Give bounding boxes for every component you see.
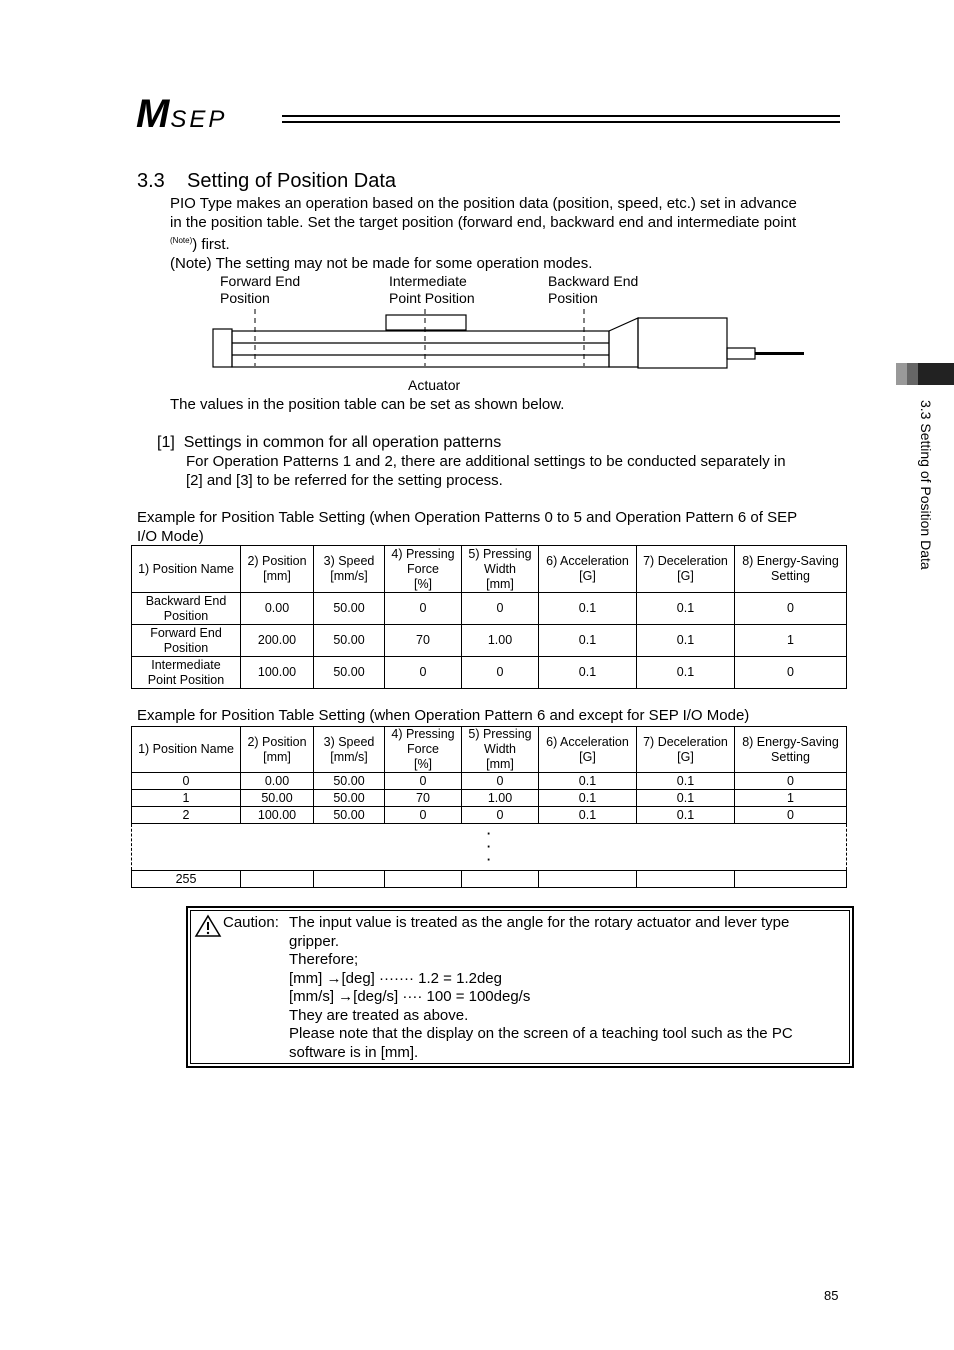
header-cell [735, 546, 847, 593]
table-cell: 1.00 [462, 790, 539, 807]
header-cell [132, 727, 241, 773]
header-cell-line: 7) Deceleration [643, 734, 728, 749]
header-cell-line: [mm] [486, 757, 514, 771]
header-cell [637, 546, 735, 593]
table-cell: 0 [385, 807, 462, 824]
actuator-end-cap [213, 329, 232, 367]
table-cell: 70 [385, 625, 462, 657]
table-cell: 50.00 [314, 790, 385, 807]
table-cell: 0.1 [637, 790, 735, 807]
header-cell-line: 3) Speed [323, 734, 375, 749]
table-cell: 1 [735, 625, 847, 657]
table-cell: 0.1 [637, 657, 735, 689]
table-cell: 200.00 [241, 625, 314, 657]
header-cell-line: [%] [413, 757, 433, 771]
table-cell: 1 [735, 790, 847, 807]
table-cell [462, 871, 539, 888]
table1-caption-line2: I/O Mode) [137, 527, 204, 545]
label-forward-end-line2: Position [220, 290, 270, 306]
warning-icon [194, 914, 222, 938]
table1-caption-line1: Example for Position Table Setting (when Operation Patterns 0 to 5 and Operation Pattern 6 of SEP [137, 509, 798, 526]
table-cell-line: Position [163, 640, 209, 655]
caution-text [289, 914, 849, 1062]
table-row [132, 593, 847, 625]
table-cell: 0 [132, 773, 241, 790]
header-cell [735, 727, 847, 773]
header-cell-line: [G] [677, 749, 694, 764]
note-superscript: (Note) [170, 236, 193, 245]
table-cell [132, 657, 241, 689]
label-forward-end-line1: Forward End [220, 273, 301, 289]
table-cell: 0 [385, 657, 462, 689]
header-cell [539, 546, 637, 593]
table-cell [735, 871, 847, 888]
actuator-diagram [0, 0, 954, 400]
header-cell-line: 5) Pressing [468, 546, 532, 561]
table-cell [132, 625, 241, 657]
position-table-2 [131, 726, 847, 888]
actuator-slider [386, 315, 466, 330]
header-cell [539, 727, 637, 773]
table-cell: 0.1 [539, 593, 637, 625]
position-table-1 [131, 545, 847, 689]
header-cell-line: Setting [771, 569, 810, 583]
header-cell-line: [mm] [486, 576, 514, 591]
table-cell: 50.00 [314, 807, 385, 824]
header-cell-line: Setting [771, 749, 810, 764]
header-cell-line: [mm] [263, 749, 291, 764]
intro-line-2: in the position table. Set the target position (forward end, backward end and intermediate point [170, 213, 797, 231]
header-cell-line: Force [407, 561, 439, 576]
table-cell: 0 [462, 807, 539, 824]
table-cell: 50.00 [314, 625, 385, 657]
table-cell-line: Position [163, 608, 209, 623]
header-cell [241, 727, 314, 773]
intro-line-3-text: ) first. [192, 236, 230, 253]
header-cell-line: 8) Energy-Saving [742, 734, 839, 749]
caution-line-6: They are treated as above. [289, 1006, 469, 1024]
header-cell-line: 6) Acceleration [546, 554, 629, 568]
table-cell: 0 [462, 657, 539, 689]
logo-m: M [136, 92, 171, 136]
logo-sep: SEP [170, 106, 228, 133]
header-cell [314, 727, 385, 773]
header-cell [385, 546, 462, 593]
table-cell: 0 [735, 593, 847, 625]
table-cell: 0.1 [539, 790, 637, 807]
header-cell [385, 727, 462, 773]
subsection-text-line2: [2] and [3] to be referred for the setting process. [186, 471, 503, 489]
table-cell: 0.1 [637, 593, 735, 625]
table-cell: 0.1 [637, 625, 735, 657]
header-cell [637, 727, 735, 773]
table-cell-line: Point Position [147, 672, 225, 687]
side-tab-marker [918, 363, 954, 385]
table2-caption: Example for Position Table Setting (when Operation Pattern 6 and except for SEP I/O Mode) [137, 707, 750, 724]
header-cell-line: [mm/s] [330, 569, 368, 583]
table-cell: 255 [132, 871, 241, 888]
header-cell-line: [mm/s] [330, 749, 368, 764]
side-tab-shade-1 [896, 363, 907, 385]
actuator-coupling [609, 318, 638, 367]
header-cell-line: [mm] [263, 569, 291, 583]
label-backward-end-line1: Backward End [548, 273, 639, 289]
table-cell-line: Forward End [150, 626, 222, 640]
table-cell: 0 [462, 593, 539, 625]
ellipsis-dots: · · · [132, 824, 847, 871]
table-cell [539, 871, 637, 888]
actuator-body [232, 331, 609, 367]
caution-line-3: Therefore; [289, 951, 359, 968]
header-cell [462, 727, 539, 773]
actuator-connector [727, 348, 755, 359]
table-cell: 0 [385, 773, 462, 790]
table-cell: 1 [132, 790, 241, 807]
actuator-label: Actuator [408, 377, 461, 393]
header-cell-line: 7) Deceleration [643, 554, 728, 568]
table-cell: 0.00 [241, 773, 314, 790]
table-cell: 2 [132, 807, 241, 824]
table1-caption [137, 509, 847, 546]
subsection-number: [1] [157, 434, 175, 451]
header-cell-line: 4) Pressing [391, 546, 455, 561]
table-intro-text: The values in the position table can be set as shown below. [170, 396, 565, 413]
table-cell: 50.00 [314, 773, 385, 790]
header-cell [241, 546, 314, 593]
table-cell: 50.00 [314, 657, 385, 689]
caution-line-2: gripper. [289, 932, 340, 950]
table1-header-row [132, 546, 847, 593]
header-cell-line: [%] [413, 576, 433, 591]
header-cell-line: 8) Energy-Saving [742, 554, 839, 568]
table-cell: 0.1 [539, 657, 637, 689]
table-cell [637, 871, 735, 888]
section-number: 3.3 [137, 170, 165, 192]
header-cell-line: [G] [579, 569, 596, 583]
header-cell [132, 546, 241, 593]
table-cell: 70 [385, 790, 462, 807]
table-row [132, 807, 847, 824]
table-cell: 0 [735, 807, 847, 824]
table-cell: 0.1 [539, 807, 637, 824]
table-cell: 0 [385, 593, 462, 625]
table-row [132, 773, 847, 790]
header-cell-line: 4) Pressing [391, 727, 455, 741]
label-intermediate-line2: Point Position [389, 290, 475, 306]
subsection-text-line1: For Operation Patterns 1 and 2, there are additional settings to be conducted separately in [186, 453, 786, 470]
header-cell-line: [G] [579, 749, 596, 764]
caution-line-5: [mm/s] →[deg/s] ···· 100 = 100deg/s [289, 988, 531, 1005]
header-cell-line: 6) Acceleration [546, 734, 629, 749]
table-cell: 0 [735, 657, 847, 689]
table-cell: 1.00 [462, 625, 539, 657]
caution-line-4: [mm] →[deg] ······· 1.2 = 1.2deg [289, 969, 502, 987]
table-cell: 100.00 [241, 807, 314, 824]
header-cell-line: 3) Speed [323, 554, 375, 568]
header-cell-line: 2) Position [247, 734, 307, 749]
header-cell-line: 2) Position [247, 554, 307, 568]
table-row [132, 657, 847, 689]
table-cell: 0.1 [539, 773, 637, 790]
intro-note: (Note) The setting may not be made for some operation modes. [170, 254, 593, 272]
side-tab-shade-2 [907, 363, 918, 385]
caution-line-8: software is in [mm]. [289, 1043, 419, 1061]
table-cell: 100.00 [241, 657, 314, 689]
table-cell: 50.00 [314, 593, 385, 625]
table-cell: 0 [735, 773, 847, 790]
caution-line-1: The input value is treated as the angle for the rotary actuator and lever type [289, 914, 790, 931]
page-number: 85 [824, 1288, 839, 1303]
ellipsis-row [132, 824, 847, 871]
table-cell: 0.1 [637, 773, 735, 790]
header-cell-line: 1) Position Name [138, 561, 234, 576]
table-cell [314, 871, 385, 888]
table-cell [132, 593, 241, 625]
caution-label: Caution: [223, 914, 279, 931]
header-cell [462, 546, 539, 593]
table-cell-line: Backward End [145, 594, 227, 608]
table2-header-row [132, 727, 847, 773]
table-cell: 0.00 [241, 593, 314, 625]
label-backward-end-line2: Position [548, 290, 598, 306]
actuator-motor [638, 318, 727, 368]
table-cell: 50.00 [241, 790, 314, 807]
table-row [132, 871, 847, 888]
table-cell: 0.1 [539, 625, 637, 657]
subsection-title-text: Settings in common for all operation patterns [183, 434, 502, 451]
header-cell-line: [G] [677, 569, 694, 583]
caution-line-7: Please note that the display on the screen of a teaching tool such as the PC [289, 1025, 793, 1042]
table-row [132, 790, 847, 807]
header-cell-line: 5) Pressing [468, 727, 532, 741]
label-intermediate-line1: Intermediate [389, 273, 467, 289]
side-tab-label: 3.3 Setting of Position Data [918, 400, 934, 570]
header-cell-line: Force [407, 742, 439, 756]
header-cell-line: 1) Position Name [138, 742, 234, 756]
table-cell: 0.1 [637, 807, 735, 824]
table-cell [241, 871, 314, 888]
header-cell [314, 546, 385, 593]
table-cell: 0 [462, 773, 539, 790]
header-cell-line: Width [484, 742, 516, 756]
header-cell-line: Width [484, 561, 516, 576]
subsection-text [186, 453, 846, 490]
subsection-title [157, 434, 501, 452]
table-cell-line: Intermediate [151, 658, 221, 672]
table-row [132, 625, 847, 657]
table-cell [385, 871, 462, 888]
section-title-text: Setting of Position Data [187, 170, 397, 192]
intro-line-1: PIO Type makes an operation based on the position data (position, speed, etc.) set in advance [170, 195, 797, 212]
